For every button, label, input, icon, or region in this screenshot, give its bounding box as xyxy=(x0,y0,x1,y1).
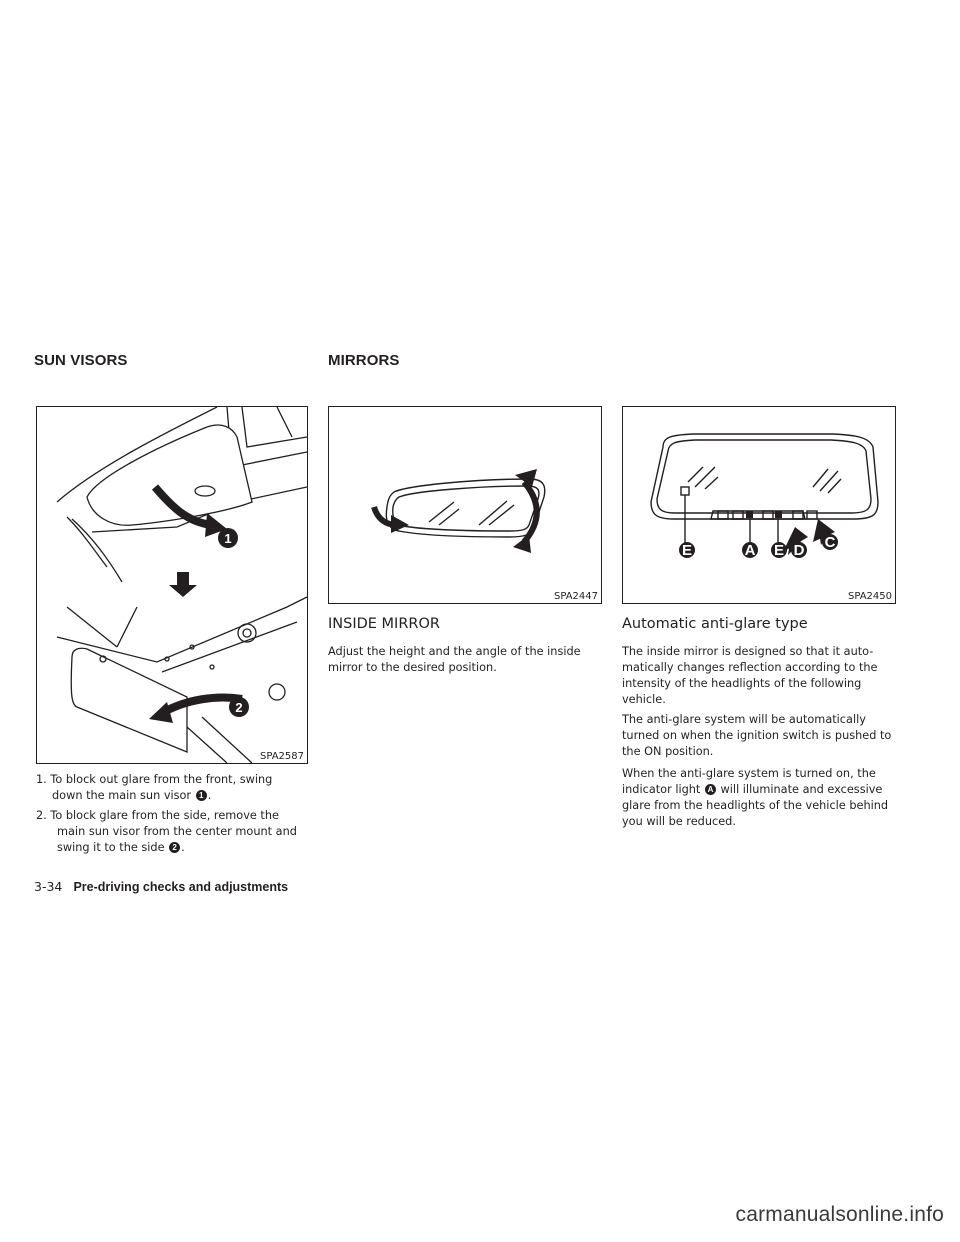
body-text: will illuminate and excessive xyxy=(720,783,883,796)
body-line: turned on when the ignition switch is pushed to xyxy=(622,729,892,742)
step-text: main sun visor from the center mount and xyxy=(57,825,297,838)
chapter-title: Pre-driving checks and adjustments xyxy=(73,880,289,894)
inside-mirror-body xyxy=(328,644,600,676)
heading-mirrors: MIRRORS xyxy=(328,352,400,369)
step-text: down the main sun visor xyxy=(52,789,192,802)
body-line: the ON position. xyxy=(622,745,714,758)
body-line: intensity of the headlights of the following xyxy=(622,677,862,690)
sun-visor-illustration xyxy=(37,407,307,763)
label-e-left: E xyxy=(681,542,693,559)
label-e-right: E xyxy=(773,542,785,559)
body-line: Adjust the height and the angle of the inside xyxy=(328,645,581,658)
step-text: swing it to the side xyxy=(57,841,165,854)
anti-glare-title: Automatic anti-glare type xyxy=(622,616,808,632)
callout-badge: 2 xyxy=(169,842,180,853)
body-line: matically changes reflection according to the xyxy=(622,661,878,674)
step-text: To block glare from the side, remove the xyxy=(50,809,279,822)
watermark: carmanualsonline.info xyxy=(735,1203,944,1226)
callout-1: 1 xyxy=(224,531,232,546)
body-line: The anti-glare system will be automatically xyxy=(622,713,866,726)
label-a: A xyxy=(744,542,756,559)
callout-badge: 1 xyxy=(196,790,207,801)
anti-glare-para-3 xyxy=(622,766,894,830)
step-number: 1. xyxy=(36,773,47,786)
body-line: you will be reduced. xyxy=(622,815,736,828)
label-d: D xyxy=(793,542,805,559)
step-end: . xyxy=(207,789,212,802)
figure-code: SPA2450 xyxy=(847,591,892,602)
sun-visor-figure xyxy=(36,406,308,764)
callout-2: 2 xyxy=(235,700,243,715)
figure-code: SPA2587 xyxy=(259,751,304,762)
anti-glare-para-1 xyxy=(622,644,894,708)
inside-mirror-title: INSIDE MIRROR xyxy=(328,616,440,632)
body-line: mirror to the desired position. xyxy=(328,661,497,674)
anti-glare-para-2 xyxy=(622,712,894,760)
body-line: When the anti-glare system is turned on, the xyxy=(622,767,876,780)
body-line: The inside mirror is designed so that it auto- xyxy=(622,645,874,658)
inside-mirror-figure xyxy=(328,406,602,604)
step-text: To block out glare from the front, swing xyxy=(50,773,273,786)
step-end: . xyxy=(181,841,185,854)
figure-code: SPA2447 xyxy=(553,591,598,602)
body-text: indicator light xyxy=(622,783,701,796)
sun-visor-step-2 xyxy=(36,808,306,856)
page-footer xyxy=(34,876,288,895)
anti-glare-figure xyxy=(622,406,896,604)
body-line: vehicle. xyxy=(622,693,666,706)
body-line: glare from the headlights of the vehicle behind xyxy=(622,799,889,812)
callout-badge: A xyxy=(705,784,716,795)
page-number: 3-34 xyxy=(34,879,63,894)
inside-mirror-illustration xyxy=(329,407,601,603)
sun-visor-step-1 xyxy=(36,772,306,804)
heading-sun-visors: SUN VISORS xyxy=(34,352,128,369)
anti-glare-illustration xyxy=(623,407,895,603)
label-c: C xyxy=(824,534,836,551)
step-number: 2. xyxy=(36,809,47,822)
